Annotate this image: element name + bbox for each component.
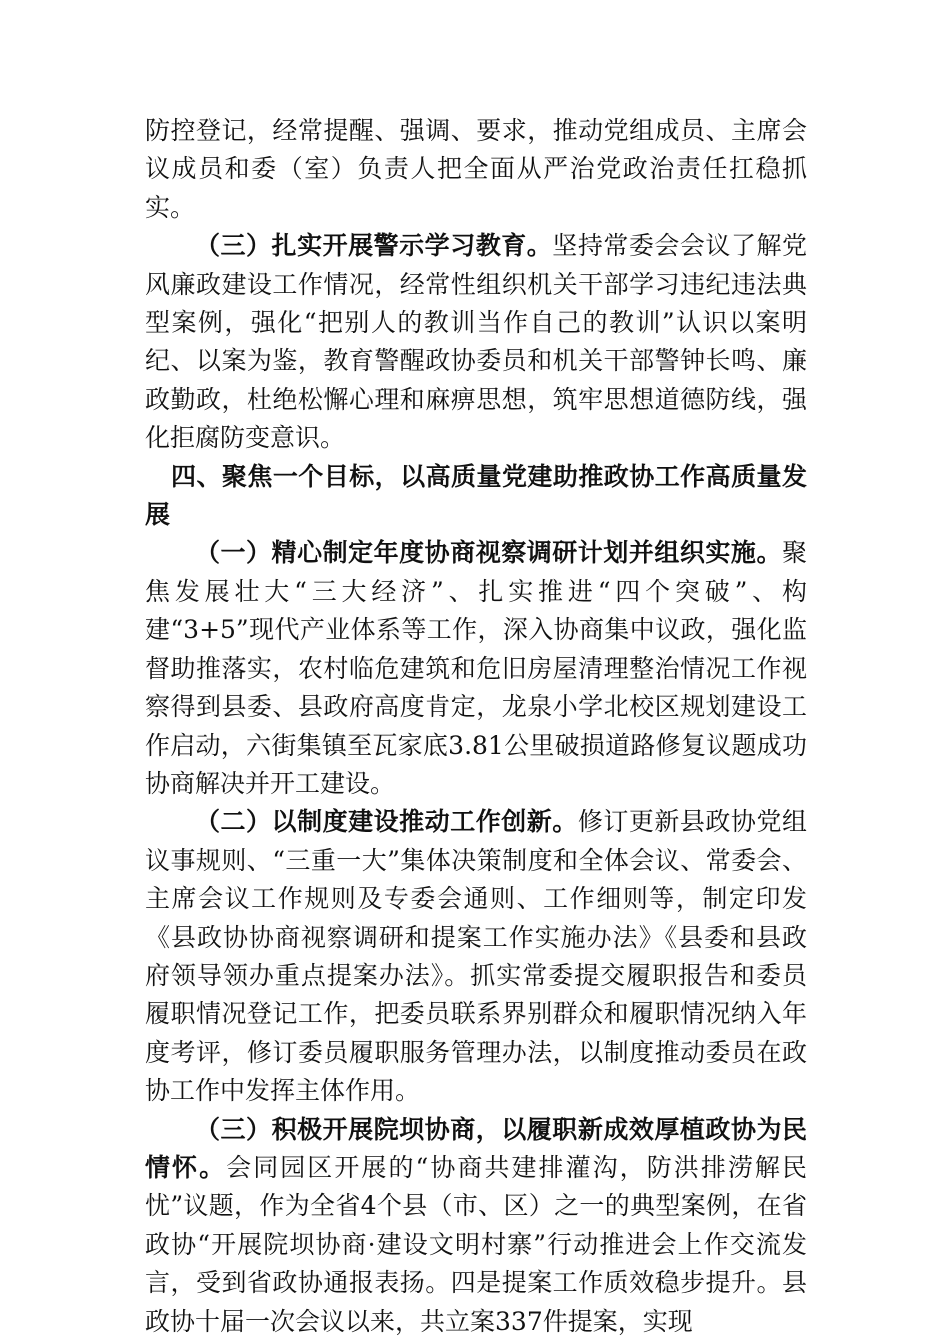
paragraph-text: 防控登记，经常提醒、强调、要求，推动党组成员、主席会议成员和委（室）负责人把全面从严治党政治责任扛稳抓实。: [145, 116, 807, 222]
paragraph-lead: （三）积极开展院坝协商，以履职新成效厚植政协为民情怀。: [145, 1114, 807, 1182]
paragraph-lead: （一）精心制定年度协商视察调研计划并组织实施。: [195, 538, 782, 568]
paragraph-courtyard-consultation: [145, 1111, 807, 1341]
paragraph-text: 聚焦发展壮大“三大经济”、扎实推进“四个突破”、构建“3+5”现代产业体系等工作，深入协商集中议政，强化监督助推落实，农村临危建筑和危旧房屋清理整治情况工作视察得到县委、县政府高度肯定，龙泉小学北校区规划建设工作启动，六街集镇至瓦家底3.81公里破损道路修复议题成功协商解决并开工建设。: [145, 538, 807, 798]
paragraph-lead: （三）扎实开展警示学习教育。: [195, 231, 553, 261]
paragraph-consultation-plan: [145, 534, 807, 803]
paragraph-warning-education: [145, 227, 807, 457]
paragraph-text: 坚持常委会会议了解党风廉政建设工作情况，经常性组织机关干部学习违纪违法典型案例，强化“把别人的教训当作自己的教训”认识以案明纪、以案为鉴，教育警醒政协委员和机关干部警钟长鸣、廉政勤政，杜绝松懈心理和麻痹思想，筑牢思想道德防线，强化拒腐防变意识。: [145, 231, 807, 453]
paragraph-lead: （二）以制度建设推动工作创新。: [195, 807, 578, 837]
paragraph-text: 会同园区开展的“协商共建排灌沟，防洪排涝解民忧”议题，作为全省4个县（市、区）之一的典型案例，在省政协“开展院坝协商·建设文明村寨”行动推进会上作交流发言，受到省政协通报表扬。四是提案工作质效稳步提升。县政协十届一次会议以来，共立案337件提案，实现: [145, 1152, 807, 1336]
paragraph-system-building: [145, 803, 807, 1110]
paragraph-continuation: [145, 112, 807, 227]
document-page: [145, 112, 807, 1341]
paragraph-text: 修订更新县政协党组议事规则、“三重一大”集体决策制度和全体会议、常委会、主席会议工作规则及专委会通则、工作细则等，制定印发《县政协协商视察调研和提案工作实施办法》《县委和县政府领导领办重点提案办法》。抓实常委提交履职报告和委员履职情况登记工作，把委员联系界别群众和履职情况纳入年度考评，修订委员履职服务管理办法，以制度推动委员在政协工作中发挥主体作用。: [145, 807, 807, 1106]
section-heading: 四、聚焦一个目标，以高质量党建助推政协工作高质量发展: [145, 461, 807, 530]
